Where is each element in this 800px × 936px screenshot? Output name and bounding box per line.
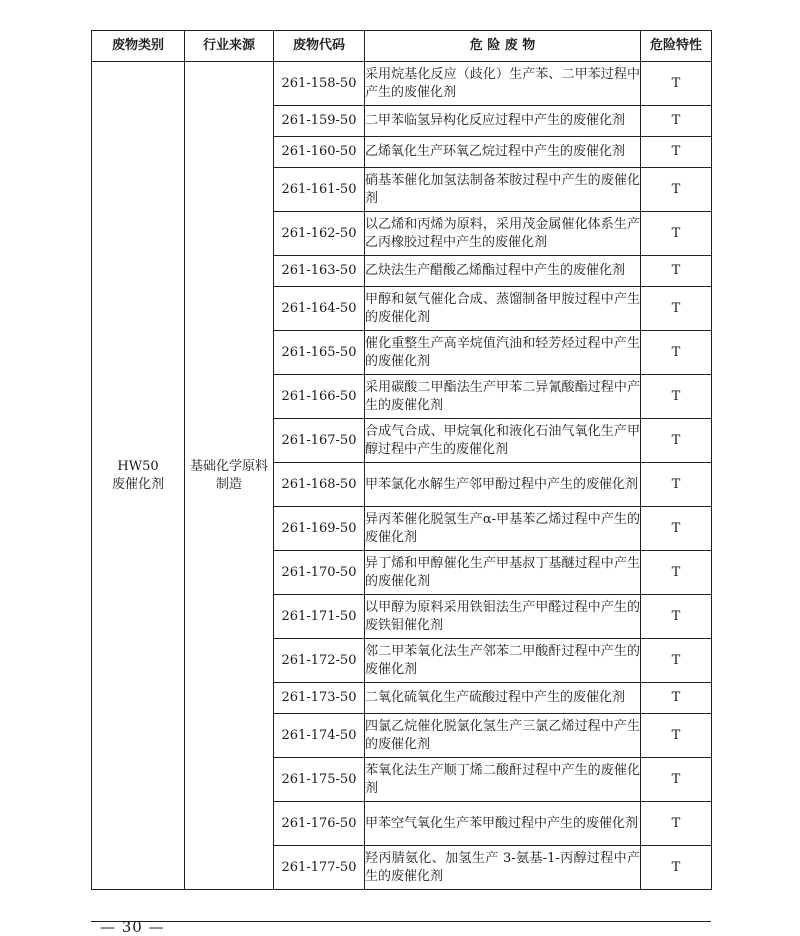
- waste-description-cell: 甲醇和氨气催化合成、蒸馏制备甲胺过程中产生的废催化剂: [365, 287, 641, 331]
- waste-code-cell: 261-169-50: [274, 507, 365, 551]
- waste-code-cell: 261-175-50: [274, 758, 365, 802]
- waste-code-cell: 261-162-50: [274, 212, 365, 256]
- hazard-property-cell: T: [641, 463, 712, 507]
- table-row: [92, 62, 712, 106]
- industry-source-cell: 基础化学原料制造: [185, 62, 274, 890]
- waste-description-cell: 甲苯空气氧化生产苯甲酸过程中产生的废催化剂: [365, 802, 641, 846]
- waste-code-cell: 261-173-50: [274, 683, 365, 714]
- hazard-property-cell: T: [641, 62, 712, 106]
- hazard-property-cell: T: [641, 683, 712, 714]
- waste-description-cell: 以乙烯和丙烯为原料，采用茂金属催化体系生产乙丙橡胶过程中产生的废催化剂: [365, 212, 641, 256]
- hazard-property-cell: T: [641, 595, 712, 639]
- waste-description-cell: 乙烯氧化生产环氧乙烷过程中产生的废催化剂: [365, 137, 641, 168]
- hazard-property-cell: T: [641, 331, 712, 375]
- header-industry: 行业来源: [185, 31, 274, 62]
- footer-divider: [91, 921, 711, 922]
- hazard-property-cell: T: [641, 846, 712, 890]
- hazard-property-cell: T: [641, 551, 712, 595]
- header-code: 废物代码: [274, 31, 365, 62]
- header-category: 废物类别: [92, 31, 185, 62]
- waste-description-cell: 采用碳酸二甲酯法生产甲苯二异氰酸酯过程中产生的废催化剂: [365, 375, 641, 419]
- waste-code-cell: 261-170-50: [274, 551, 365, 595]
- waste-description-cell: 邻二甲苯氧化法生产邻苯二甲酸酐过程中产生的废催化剂: [365, 639, 641, 683]
- waste-code-cell: 261-172-50: [274, 639, 365, 683]
- waste-code-cell: 261-177-50: [274, 846, 365, 890]
- waste-category-cell: [92, 62, 185, 890]
- waste-code-cell: 261-160-50: [274, 137, 365, 168]
- waste-description-cell: 合成气合成、甲烷氧化和液化石油气氧化生产甲醇过程中产生的废催化剂: [365, 419, 641, 463]
- waste-description-cell: 二甲苯临氢异构化反应过程中产生的废催化剂: [365, 106, 641, 137]
- hazard-property-cell: T: [641, 802, 712, 846]
- hazardous-waste-table: [91, 30, 712, 890]
- waste-description-cell: 采用烷基化反应（歧化）生产苯、二甲苯过程中产生的废催化剂: [365, 62, 641, 106]
- hazard-property-cell: T: [641, 137, 712, 168]
- waste-description-cell: 异丙苯催化脱氢生产α-甲基苯乙烯过程中产生的废催化剂: [365, 507, 641, 551]
- table-header-row: [92, 31, 712, 62]
- hazard-property-cell: T: [641, 375, 712, 419]
- waste-description-cell: 硝基苯催化加氢法制备苯胺过程中产生的废催化剂: [365, 168, 641, 212]
- waste-code-cell: 261-174-50: [274, 714, 365, 758]
- waste-description-cell: 羟丙腈氨化、加氢生产 3-氨基-1-丙醇过程中产生的废催化剂: [365, 846, 641, 890]
- waste-description-cell: 以甲醇为原料采用铁钼法生产甲醛过程中产生的废铁钼催化剂: [365, 595, 641, 639]
- waste-code-cell: 261-168-50: [274, 463, 365, 507]
- hazard-property-cell: T: [641, 106, 712, 137]
- waste-category-code: HW50: [117, 458, 159, 474]
- hazard-property-cell: T: [641, 287, 712, 331]
- waste-code-cell: 261-167-50: [274, 419, 365, 463]
- header-hazardous-waste: 危 险 废 物: [365, 31, 641, 62]
- hazard-property-cell: T: [641, 212, 712, 256]
- waste-code-cell: 261-176-50: [274, 802, 365, 846]
- waste-description-cell: 乙炔法生产醋酸乙烯酯过程中产生的废催化剂: [365, 256, 641, 287]
- waste-code-cell: 261-165-50: [274, 331, 365, 375]
- waste-description-cell: 苯氧化法生产顺丁烯二酸酐过程中产生的废催化剂: [365, 758, 641, 802]
- waste-code-cell: 261-158-50: [274, 62, 365, 106]
- waste-description-cell: 异丁烯和甲醇催化生产甲基叔丁基醚过程中产生的废催化剂: [365, 551, 641, 595]
- page-number: — 30 —: [100, 918, 165, 936]
- waste-code-cell: 261-163-50: [274, 256, 365, 287]
- waste-category-name: 废催化剂: [111, 476, 164, 492]
- hazard-property-cell: T: [641, 639, 712, 683]
- hazard-property-cell: T: [641, 256, 712, 287]
- hazard-property-cell: T: [641, 419, 712, 463]
- waste-code-cell: 261-171-50: [274, 595, 365, 639]
- hazard-property-cell: T: [641, 714, 712, 758]
- hazard-property-cell: T: [641, 758, 712, 802]
- waste-code-cell: 261-159-50: [274, 106, 365, 137]
- hazard-property-cell: T: [641, 168, 712, 212]
- waste-description-cell: 甲苯氯化水解生产邻甲酚过程中产生的废催化剂: [365, 463, 641, 507]
- waste-description-cell: 催化重整生产高辛烷值汽油和轻芳烃过程中产生的废催化剂: [365, 331, 641, 375]
- hazard-property-cell: T: [641, 507, 712, 551]
- waste-description-cell: 二氧化硫氧化生产硫酸过程中产生的废催化剂: [365, 683, 641, 714]
- waste-code-cell: 261-164-50: [274, 287, 365, 331]
- header-hazard-property: 危险特性: [641, 31, 712, 62]
- waste-code-cell: 261-166-50: [274, 375, 365, 419]
- waste-description-cell: 四氯乙烷催化脱氯化氢生产三氯乙烯过程中产生的废催化剂: [365, 714, 641, 758]
- waste-code-cell: 261-161-50: [274, 168, 365, 212]
